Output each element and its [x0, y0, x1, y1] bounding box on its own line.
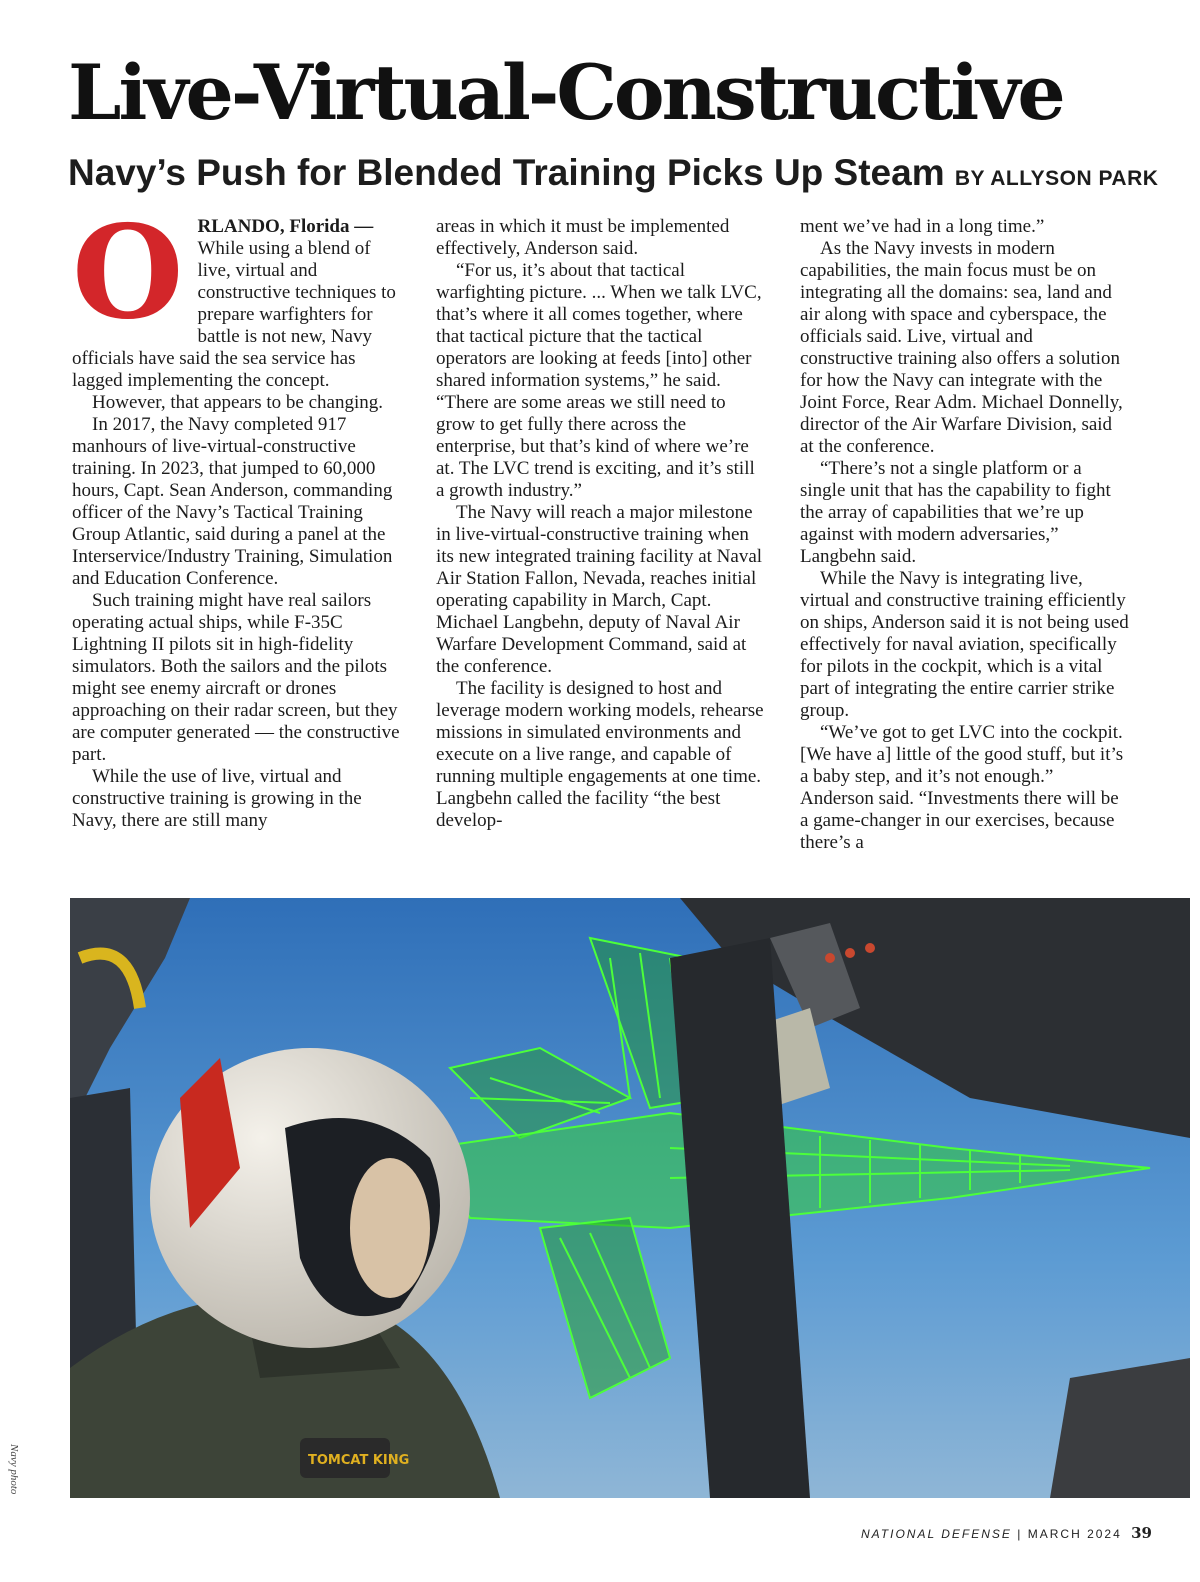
cockpit-photo [70, 898, 1190, 1498]
paragraph: areas in which it must be implemented effectively, Anderson said. [436, 216, 730, 259]
paragraph: The facility is designed to host and leverage modern working models, rehearse missions in simulated environments and execute on a live range, and capable of running multiple engagements at one time. Langbehn called the facility “the best develop- [436, 678, 764, 831]
paragraph: “We’ve got to get LVC into the cockpit. [We have a] little of the good stuff, but it’s a baby step, and it’s not enough.” Anderson said. “Investments there will be a game-changer in our exercises, because there’s a [800, 722, 1124, 853]
paragraph: While the Navy is integrating live, virtual and constructive training efficiently on ships, Anderson said it is not being used effectively for naval aviation, specifically for pilots in the cockpit, which is a vital part of integrating the entire carrier strike group. [800, 568, 1129, 721]
paragraph: While the use of live, virtual and constructive training is growing in the Navy, there are still many [72, 766, 362, 831]
text-column-3 [800, 216, 1130, 876]
photo-credit: Navy photo [8, 1444, 20, 1495]
subtitle-text: Navy’s Push for Blended Training Picks Up Steam [68, 152, 945, 193]
paragraph-text: While using a blend of live, virtual and constructive techniques to prepare warfighters for battle is not new, Navy officials have said the sea service has lagged implementing the concept. [72, 238, 396, 391]
text-column-2 [436, 216, 766, 876]
paragraph: As the Navy invests in modern capabilities, the main focus must be on integrating all the domains: sea, land and air along with space and cyberspace, the officials said. Live, virtual and constructive training also offers a solution for how the Navy can integrate with the Joint Force, Rear Adm. Michael Donnelly, director of the Air Warfare Division, said at the conference. [800, 238, 1123, 457]
byline: BY ALLYSON PARK [954, 167, 1159, 190]
drop-cap: O [72, 216, 184, 348]
indicator-light [825, 953, 835, 963]
issue-date: MARCH 2024 [1027, 1527, 1122, 1541]
indicator-light [845, 948, 855, 958]
cockpit-side-console [1050, 1358, 1190, 1498]
page-footer [861, 1524, 1152, 1542]
paragraph: “For us, it’s about that tactical warfighting picture. ... When we talk LVC, that’s where it all comes together, where that tactical picture that the tactical operators are looking at feeds [into] other shared information systems,” he said. “There are some areas we still need to grow to get fully there across the enterprise, but that’s kind of where we’re at. The LVC trend is exciting, and it’s still a growth industry.” [436, 260, 762, 501]
paragraph: However, that appears to be changing. [92, 392, 383, 413]
paragraph: In 2017, the Navy completed 917 manhours of live-virtual-constructive training. In 2023, that jumped to 60,000 hours, Capt. Sean Anderson, commanding officer of the Navy’s Tactical Training Group Atlantic, said during a panel at the Interservice/Industry Training, Simulation and Education Conference. [72, 414, 393, 589]
pilot-face [350, 1158, 430, 1298]
paragraph: “There’s not a single platform or a single unit that has the capability to fight the array of capabilities that we’re up against with modern adversaries,” Langbehn said. [800, 458, 1111, 567]
paragraph: ment we’ve had in a long time.” [800, 216, 1045, 237]
cockpit-illustration [70, 898, 1190, 1498]
article-title: Live-Virtual-Constructive [68, 48, 1063, 137]
patch-text: TOMCAT KING [308, 1453, 410, 1468]
footer-separator: | [1017, 1527, 1023, 1541]
dateline: RLANDO, Florida — [197, 216, 374, 237]
indicator-light [865, 943, 875, 953]
publication-name: NATIONAL DEFENSE [861, 1527, 1012, 1541]
paragraph: Such training might have real sailors operating actual ships, while F-35C Lightning II pilots sit in high-fidelity simulators. Both the sailors and the pilots might see enemy aircraft or drones approaching on their radar screen, but they are computer generated — the constructive part. [72, 590, 400, 765]
page-number: 39 [1131, 1524, 1152, 1542]
paragraph: The Navy will reach a major milestone in live-virtual-constructive training when its new integrated training facility at Naval Air Station Fallon, Nevada, reaches initial operating capability in March, Capt. Michael Langbehn, deputy of Naval Air Warfare Development Command, said at the conference. [436, 502, 763, 677]
text-column-1 [72, 216, 402, 876]
article-subtitle [68, 150, 1168, 202]
